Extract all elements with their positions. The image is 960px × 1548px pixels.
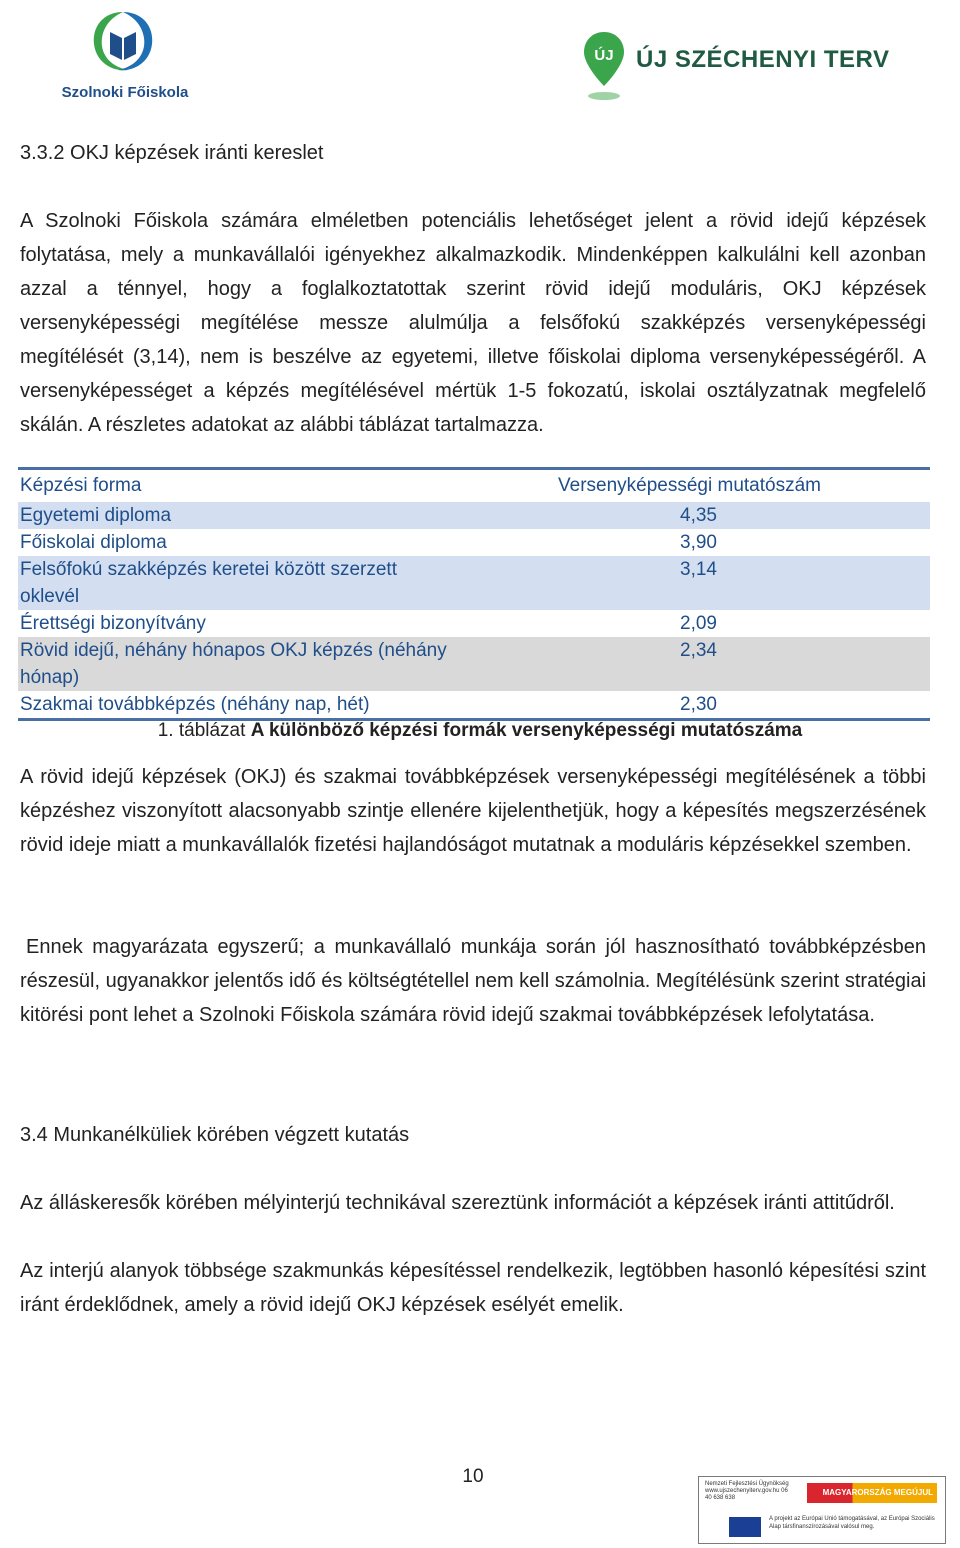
- header-index: Versenyképességi mutatószám: [558, 475, 821, 496]
- paragraph-okj-demand: A Szolnoki Főiskola számára elméletben potenciális lehetőséget jelent a rövid idejű képzések folytatása, mely a munkavállalói igényekhez alkalmazkodik. Mindenképpen kalkulálni kell azonban azzal a ténnyel, hogy a foglalkoztatottak szerint rövid idejű moduláris, OKJ képzések versenyképességi megítélése messze alulmúlja a felsőfokú szakképzés versenyképességi megítélését (3,14), nem is beszélve az egyetemi, illetve főiskolai diploma versenyképességéről. A versenyképességet a képzés megítélésével mértük 1-5 fokozatú, iskolai osztályzatnak megfelelő skálán. A részletes adatokat az alábbi táblázat tartalmazza.: [20, 210, 926, 436]
- funding-footer-box: [698, 1476, 946, 1544]
- eu-funding-text: A projekt az Európai Unió támogatásával, az Európai Szociális Alap társfinanszírozásával valósul meg.: [769, 1516, 935, 1530]
- caption-title: A különböző képzési formák versenyképességi mutatószáma: [250, 720, 803, 741]
- paragraph-jobseekers: Az álláskeresők körében mélyinterjú technikával szereztünk információt a képzések iránti attitűdről.: [20, 1192, 895, 1214]
- row-form: Érettségi bizonyítvány: [20, 613, 206, 634]
- table-row: [18, 637, 930, 691]
- section-heading-3-3-2: 3.3.2 OKJ képzések iránti kereslet: [20, 142, 324, 164]
- row-form: Főiskolai diploma: [20, 532, 167, 553]
- szolnoki-foiskola-logo: [60, 8, 190, 101]
- left-logo-text: Szolnoki Főiskola: [61, 84, 189, 101]
- row-value: 3,14: [680, 559, 717, 580]
- right-logo-text: ÚJ SZÉCHENYI TERV: [636, 46, 890, 73]
- table-row: [18, 556, 930, 610]
- book-logo-icon: [88, 8, 158, 74]
- table-row: [18, 529, 930, 556]
- table-row: [18, 691, 930, 718]
- caption-prefix: 1. táblázat: [157, 720, 246, 741]
- table-row: [18, 502, 930, 529]
- paragraph-interviewees: Az interjú alanyok többsége szakmunkás képesítéssel rendelkezik, legtöbben hasonló képesítési szint iránt érdeklődnek, amely a rövid idejű OKJ képzések esélyét emelik.: [20, 1260, 926, 1316]
- magyarorszag-megujul-badge: MAGYARORSZÁG MEGÚJUL: [807, 1483, 937, 1503]
- paragraph-short-courses: A rövid idejű képzések (OKJ) és szakmai továbbképzések versenyképességi megítélésének a többi képzéshez viszonyított alacsonyabb szintje ellenére kijelenthetjük, hogy a képesítés megszerzésének rövid ideje miatt a munkavállalók fizetési hajlandóságot mutatnak a moduláris képzésekkel szemben.: [20, 766, 926, 856]
- row-form: Rövid idejű, néhány hónapos OKJ képzés (néhány hónap): [20, 640, 447, 688]
- paragraph-explanation: Ennek magyarázata egyszerű; a munkavállaló munkája során jól hasznosítható továbbképzésben részesül, ugyanakkor jelentős idő és költségtétellel nem kell számolnia. Megítélésünk szerint stratégiai kitörési pont lehet a Szolnoki Főiskola számára rövid idejű szakmai továbbképzések lefolytatása.: [20, 936, 927, 1026]
- row-value: 2,34: [680, 640, 717, 661]
- row-value: 4,35: [680, 505, 717, 526]
- map-pin-icon: [582, 30, 626, 106]
- row-value: 2,30: [680, 694, 717, 715]
- section-heading-3-4: 3.4 Munkanélküliek körében végzett kutatás: [20, 1124, 410, 1146]
- table-caption: [0, 718, 960, 744]
- row-form: Szakmai továbbképzés (néhány nap, hét): [20, 694, 370, 715]
- eu-flag-icon: [729, 1517, 761, 1537]
- competitiveness-table: [18, 467, 930, 721]
- table-header-row: [18, 470, 930, 502]
- row-form: Egyetemi diploma: [20, 505, 172, 526]
- uj-szechenyi-terv-logo: [582, 30, 890, 110]
- header-form: Képzési forma: [20, 475, 142, 496]
- row-value: 2,09: [680, 613, 717, 634]
- nfu-text: Nemzeti Fejlesztési Ügynökség www.ujszechenyiterv.gov.hu 06 40 638 638: [705, 1481, 789, 1501]
- row-value: 3,90: [680, 532, 717, 553]
- page-number: 10: [462, 1466, 484, 1487]
- row-form: Felsőfokú szakképzés keretei között szerzett oklevél: [20, 559, 397, 607]
- table-row: [18, 610, 930, 637]
- pin-label: ÚJ: [594, 47, 614, 64]
